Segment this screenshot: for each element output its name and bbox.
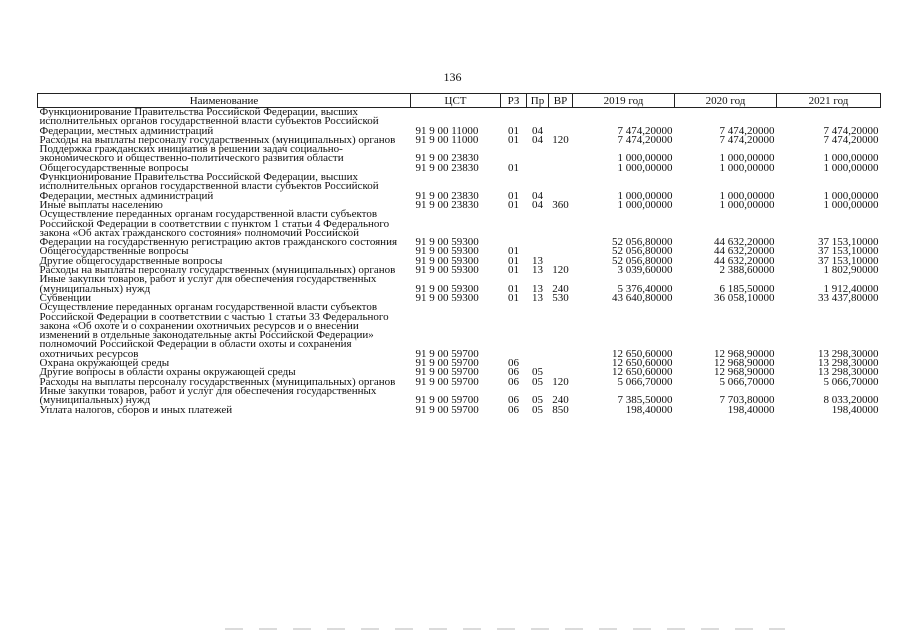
row-amount-2021: 5 066,70000 (823, 375, 879, 388)
row-pr: 13 (532, 254, 543, 267)
row-amount-2021: 37 153,10000 (818, 254, 879, 267)
row-rz: 01 (508, 282, 519, 295)
row-vr (549, 173, 573, 201)
row-name: Общегосударственные вопросы (39, 161, 189, 174)
row-rz: 01 (508, 198, 519, 211)
row-amount-2019: 52 056,80000 (612, 245, 673, 258)
row-pr: 04 (532, 124, 543, 137)
row-name: Иные закупки товаров, работ и услуг для обеспечения государственных (муниципальных) нужд (39, 273, 377, 295)
row-rz (501, 145, 527, 164)
table-row (38, 303, 881, 359)
row-vr (549, 247, 573, 256)
table-row (38, 406, 881, 415)
row-name: Общегосударственные вопросы (39, 245, 189, 258)
row-pr: 04 (532, 189, 543, 202)
row-amount-2021: 8 033,20000 (823, 394, 879, 407)
row-name: Уплата налогов, сборов и иных платежей (39, 403, 233, 416)
row-amount-2019: 12 650,60000 (612, 366, 673, 379)
row-amount-2019: 7 385,50000 (617, 394, 673, 407)
row-cst: 91 9 00 11000 (415, 133, 479, 146)
row-rz: 06 (508, 394, 519, 407)
row-name: Субвенции (39, 291, 92, 304)
row-cst: 91 9 00 11000 (415, 124, 479, 137)
row-amount-2021: 1 802,90000 (823, 264, 879, 277)
row-vr (549, 359, 573, 368)
header-2021: 2021 год (777, 94, 881, 108)
row-rz: 01 (508, 161, 519, 174)
table-row (38, 145, 881, 164)
row-amount-2021: 13 298,30000 (818, 347, 879, 360)
row-amount-2021: 13 298,30000 (818, 366, 879, 379)
row-amount-2020: 7 703,80000 (719, 394, 775, 407)
row-vr (549, 108, 573, 136)
row-amount-2020: 7 474,20000 (719, 133, 775, 146)
row-amount-2020: 44 632,20000 (714, 245, 775, 258)
row-name: Иные закупки товаров, работ и услуг для обеспечения государственных (муниципальных) нужд (39, 384, 377, 407)
table-row (38, 210, 881, 247)
header-vr: ВР (549, 94, 573, 108)
row-amount-2019: 5 376,40000 (617, 282, 673, 295)
row-cst: 91 9 00 23830 (415, 198, 479, 211)
row-pr: 13 (532, 282, 543, 295)
row-cst: 91 9 00 59700 (415, 366, 479, 379)
row-pr: 05 (532, 366, 543, 379)
row-amount-2019: 7 474,20000 (617, 124, 673, 137)
row-amount-2019: 52 056,80000 (612, 254, 673, 267)
row-name: Расходы на выплаты персоналу государственных (муниципальных) органов (39, 375, 396, 388)
row-vr: 240 (552, 394, 569, 407)
row-amount-2019: 1 000,00000 (617, 198, 673, 211)
row-cst: 91 9 00 23830 (415, 189, 479, 202)
row-rz: 06 (508, 375, 519, 388)
row-amount-2021: 37 153,10000 (818, 236, 879, 249)
row-cst: 91 9 00 59700 (415, 403, 479, 416)
row-cst: 91 9 00 59700 (415, 347, 479, 360)
row-vr: 850 (552, 403, 569, 416)
row-amount-2021: 1 000,00000 (823, 161, 879, 174)
row-pr: 05 (532, 394, 543, 407)
table-row (38, 387, 881, 406)
header-pr: Пр (527, 94, 549, 108)
row-cst: 91 9 00 59300 (415, 254, 479, 267)
row-cst: 91 9 00 59300 (415, 245, 479, 258)
row-amount-2019: 1 000,00000 (617, 161, 673, 174)
table-row (38, 108, 881, 136)
row-pr (527, 145, 549, 164)
row-vr (549, 210, 573, 247)
row-amount-2020: 2 388,60000 (719, 264, 775, 277)
header-2019: 2019 год (573, 94, 675, 108)
row-name: Расходы на выплаты персоналу государственных (муниципальных) органов (39, 133, 396, 146)
row-pr: 05 (532, 375, 543, 388)
table-body (38, 108, 881, 415)
row-rz: 01 (508, 189, 519, 202)
row-rz: 06 (508, 357, 519, 370)
row-cst: 91 9 00 59700 (415, 375, 479, 388)
row-amount-2021: 1 000,00000 (823, 152, 879, 165)
row-amount-2021: 1 912,40000 (823, 282, 879, 295)
row-vr (549, 164, 573, 173)
row-amount-2019: 7 474,20000 (617, 133, 673, 146)
row-amount-2020: 7 474,20000 (719, 124, 775, 137)
row-cst: 91 9 00 23830 (415, 161, 479, 174)
row-vr (549, 145, 573, 164)
row-pr: 13 (532, 264, 543, 277)
row-amount-2020: 36 058,10000 (714, 291, 775, 304)
row-name: Расходы на выплаты персоналу государственных (муниципальных) органов (39, 264, 396, 277)
row-cst: 91 9 00 59300 (415, 236, 479, 249)
row-cst: 91 9 00 59700 (415, 357, 479, 370)
row-amount-2021: 13 298,30000 (818, 357, 879, 370)
row-rz: 01 (508, 133, 519, 146)
row-pr: 04 (532, 133, 543, 146)
row-amount-2021: 33 437,80000 (818, 291, 879, 304)
row-cst: 91 9 00 59700 (415, 394, 479, 407)
row-rz: 06 (508, 366, 519, 379)
row-amount-2020: 6 185,50000 (719, 282, 775, 295)
row-amount-2020: 44 632,20000 (714, 254, 775, 267)
header-name: Наименование (38, 94, 411, 108)
row-amount-2021: 37 153,10000 (818, 245, 879, 258)
row-rz (501, 210, 527, 247)
row-amount-2019: 52 056,80000 (612, 236, 673, 249)
row-rz: 06 (508, 403, 519, 416)
row-amount-2019: 1 000,00000 (617, 189, 673, 202)
row-name: Осуществление переданных органам государственной власти субъектов Российской Федерации в соответствии с частью 1 статьи 33 Федерального закона «Об охоте и о сохранении охотничьих ресурсов и о внесении изменений в отдельные законодательные акты Российской Федерации» полномочий Российской Федерации в области охоты и сохранения охотничьих ресурсов (39, 301, 389, 360)
row-amount-2019: 43 640,80000 (612, 291, 673, 304)
row-name: Иные выплаты населению (39, 198, 163, 211)
row-rz: 01 (508, 291, 519, 304)
row-amount-2020: 1 000,00000 (719, 161, 775, 174)
table-row (38, 173, 881, 201)
row-pr (527, 164, 549, 173)
header-2020: 2020 год (675, 94, 777, 108)
row-rz: 01 (508, 245, 519, 258)
page-number: 136 (443, 70, 462, 84)
row-amount-2020: 5 066,70000 (719, 375, 775, 388)
row-amount-2020: 1 000,00000 (719, 152, 775, 165)
row-amount-2019: 12 650,60000 (612, 347, 673, 360)
row-amount-2020: 1 000,00000 (719, 198, 775, 211)
row-name: Осуществление переданных органам государственной власти субъектов Российской Федерации в соответствии с пунктом 1 статьи 4 Федерального закона «Об актах гражданского состояния» полномочий Российской Федерации на государственную регистрацию актов гражданского состояния (39, 208, 398, 249)
row-pr (527, 210, 549, 247)
scan-artifact (225, 628, 785, 630)
row-rz (501, 303, 527, 359)
row-pr: 05 (532, 403, 543, 416)
row-cst: 91 9 00 23830 (415, 152, 479, 165)
row-amount-2021: 1 000,00000 (823, 189, 879, 202)
header-cst: ЦСТ (411, 94, 501, 108)
row-amount-2020: 1 000,00000 (719, 189, 775, 202)
row-rz: 01 (508, 264, 519, 277)
row-amount-2019: 198,40000 (625, 403, 673, 416)
row-pr: 04 (532, 198, 543, 211)
budget-table (37, 93, 881, 415)
row-vr: 360 (552, 198, 569, 211)
row-amount-2019: 1 000,00000 (617, 152, 673, 165)
row-cst: 91 9 00 59300 (415, 291, 479, 304)
row-rz: 01 (508, 254, 519, 267)
row-amount-2019: 5 066,70000 (617, 375, 673, 388)
row-amount-2019: 3 039,60000 (617, 264, 673, 277)
row-amount-2019: 12 650,60000 (612, 357, 673, 370)
row-vr: 240 (552, 282, 569, 295)
row-amount-2020: 44 632,20000 (714, 236, 775, 249)
row-name: Другие общегосударственные вопросы (39, 254, 223, 267)
row-cst: 91 9 00 59300 (415, 264, 479, 277)
row-vr (549, 303, 573, 359)
row-amount-2020: 12 968,90000 (714, 347, 775, 360)
row-name: Другие вопросы в области охраны окружающей среды (39, 366, 296, 379)
row-vr: 120 (552, 133, 569, 146)
row-name: Охрана окружающей среды (39, 357, 170, 370)
row-amount-2021: 7 474,20000 (823, 133, 879, 146)
row-name: Поддержка гражданских инициатив в решении задач социально-экономического и общественно-политического развития области (39, 143, 344, 165)
row-name: Функционирование Правительства Российской Федерации, высших исполнительных органов государственной власти субъектов Российской Федерации, местных администраций (39, 106, 379, 137)
row-name: Функционирование Правительства Российской Федерации, высших исполнительных органов государственной власти субъектов Российской Федерации, местных администраций (39, 171, 379, 202)
row-amount-2020: 198,40000 (727, 403, 775, 416)
row-vr: 120 (552, 264, 569, 277)
row-amount-2021: 7 474,20000 (823, 124, 879, 137)
row-rz: 01 (508, 124, 519, 137)
row-vr: 530 (552, 291, 569, 304)
row-cst: 91 9 00 59300 (415, 282, 479, 295)
header-rz: РЗ (501, 94, 527, 108)
row-pr (527, 303, 549, 359)
row-amount-2020: 12 968,90000 (714, 366, 775, 379)
row-pr: 13 (532, 291, 543, 304)
row-amount-2021: 198,40000 (831, 403, 879, 416)
row-amount-2020: 12 968,90000 (714, 357, 775, 370)
row-amount-2021: 1 000,00000 (823, 198, 879, 211)
row-vr: 120 (552, 375, 569, 388)
